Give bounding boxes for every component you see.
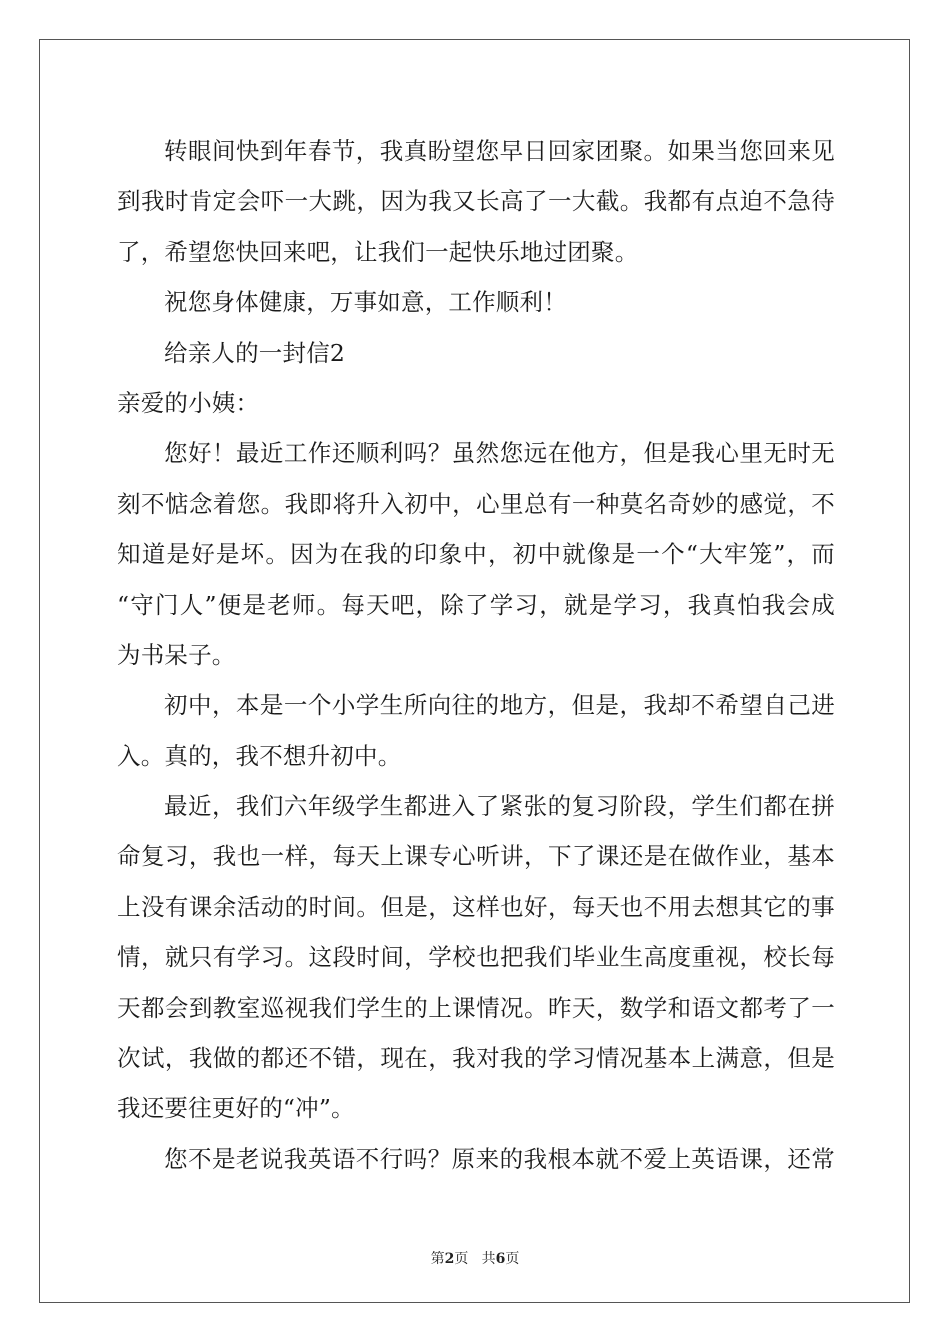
paragraph-line: 上没有课余活动的时间。但是，这样也好，每天也不用去想其它的事 [117,892,835,921]
paragraph-line: 刻不惦念着您。我即将升入初中，心里总有一种莫名奇妙的感觉，不 [117,489,835,518]
page-footer [0,1248,950,1268]
letter-title: 给亲人的一封信2 [164,338,346,367]
paragraph-line: 转眼间快到年春节，我真盼望您早日回家团聚。如果当您回来见 [164,137,835,165]
paragraph-line: 了，希望您快回来吧，让我们一起快乐地过团聚。 [117,237,639,266]
paragraph-line: 知道是好是坏。因为在我的印象中，初中就像是一个“大牢笼”，而 [117,540,835,569]
paragraph-line: 命复习，我也一样，每天上课专心听讲，下了课还是在做作业，基本 [117,842,835,871]
document-body [117,126,835,1184]
paragraph-line: 天都会到教室巡视我们学生的上课情况。昨天，数学和语文都考了一 [117,993,835,1022]
total-pages-number: 6 [495,1251,506,1267]
paragraph-line: 到我时肯定会吓一大跳，因为我又长高了一大截。我都有点迫不急待 [117,187,835,216]
paragraph-line: 祝您身体健康，万事如意，工作顺利！ [164,288,567,317]
total-suffix: 页 [505,1251,520,1267]
paragraph-line: 最近，我们六年级学生都进入了紧张的复习阶段，学生们都在拼 [164,792,835,821]
paragraph-line: 次试，我做的都还不错，现在，我对我的学习情况基本上满意，但是 [117,1044,835,1073]
page-suffix: 页 [454,1251,469,1267]
paragraph-line: “守门人”便是老师。每天吧，除了学习，就是学习，我真怕我会成 [117,590,835,619]
paragraph-line: 您好！最近工作还顺利吗？虽然您远在他方，但是我心里无时无 [164,439,835,468]
paragraph-line: 您不是老说我英语不行吗？原来的我根本就不爱上英语课，还常 [164,1144,835,1173]
page-prefix: 第 [430,1251,445,1267]
paragraph-line: 初中，本是一个小学生所向往的地方，但是，我却不希望自己进 [164,691,835,720]
paragraph-line: 入。真的，我不想升初中。 [117,741,402,770]
paragraph-line: 情，就只有学习。这段时间，学校也把我们毕业生高度重视，校长每 [117,943,835,972]
paragraph-line: 为书呆子。 [117,640,236,669]
total-prefix: 共 [481,1251,496,1267]
paragraph-line: 我还要往更好的“冲”。 [117,1094,355,1123]
current-page-number: 2 [444,1251,455,1267]
salutation: 亲爱的小姨： [117,388,260,417]
